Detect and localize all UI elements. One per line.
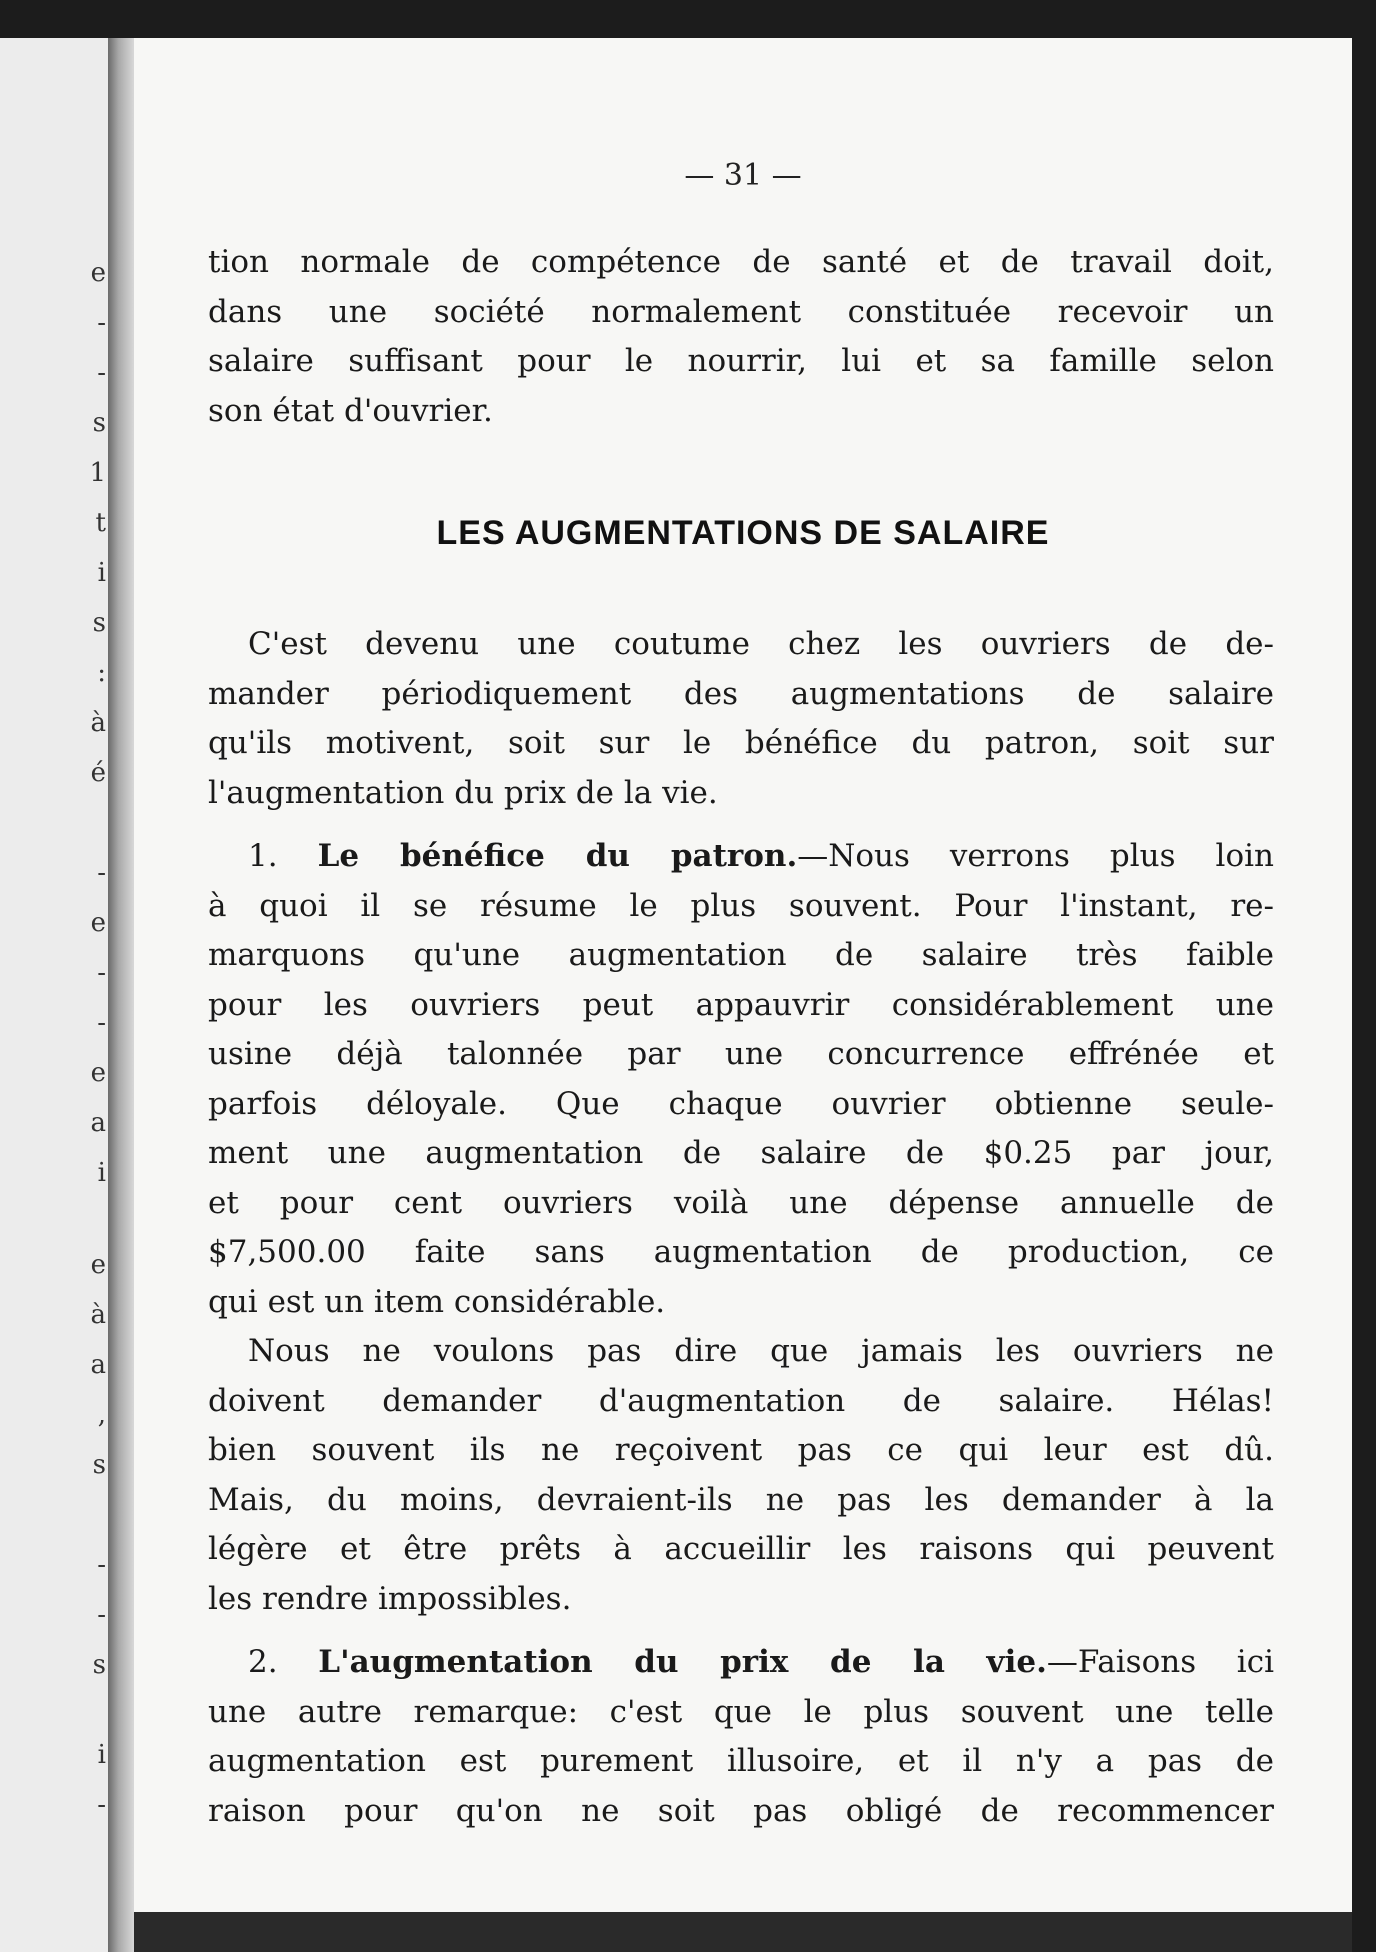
text-line: ment une augmentation de salaire de $0.25 par jour, (208, 1135, 1274, 1171)
margin-char: e (90, 258, 106, 288)
paragraph-custom (208, 620, 1274, 818)
margin-char: - (97, 858, 106, 888)
item-number: 2. (248, 1644, 319, 1680)
margin-char: a (90, 1108, 106, 1138)
margin-char: e (90, 1058, 106, 1088)
margin-char: s (92, 1450, 106, 1480)
text-line: son état d'ouvrier. (208, 392, 493, 429)
margin-char: - (97, 1790, 106, 1820)
body-text (208, 238, 1274, 436)
text-line: mander périodiquement des augmentations de salaire (208, 675, 1274, 712)
margin-char: - (97, 358, 106, 388)
text-line: parfois déloyale. Que chaque ouvrier obtienne seule- (208, 1085, 1274, 1122)
text-line: doivent demander d'augmentation de salaire. Hélas! (208, 1382, 1274, 1419)
margin-char: à (90, 1300, 106, 1330)
text-line: l'augmentation du prix de la vie. (208, 774, 718, 811)
margin-char: 1 (89, 458, 106, 488)
margin-char: t (95, 508, 106, 538)
text-line: marquons qu'une augmentation de salaire très faible (208, 937, 1274, 973)
margin-char: - (97, 1600, 106, 1630)
page-number: — 31 — (684, 158, 802, 193)
margin-char: - (97, 1008, 106, 1038)
margin-char: s (92, 1650, 106, 1680)
text-line: bien souvent ils ne reçoivent pas ce qui leur est dû. (208, 1432, 1274, 1468)
margin-char: - (97, 1550, 106, 1580)
margin-char: à (90, 708, 106, 738)
margin-char: - (97, 958, 106, 988)
margin-char: i (97, 1158, 106, 1188)
margin-char: s (92, 408, 106, 438)
text-line (208, 832, 1274, 882)
text-line: augmentation est purement illusoire, et il n'y a pas de (208, 1743, 1274, 1779)
section-heading: LES AUGMENTATIONS DE SALAIRE (436, 514, 1050, 552)
text-line: qui est un item considérable. (208, 1283, 666, 1320)
item-title: L'augmentation du prix de la vie. (318, 1644, 1047, 1680)
text-line: raison pour qu'on ne soit pas obligé de recommencer (208, 1792, 1274, 1829)
left-page-edge (0, 38, 110, 1952)
text-line: tion normale de compétence de santé et de travail doit, (208, 244, 1274, 280)
margin-char: s (92, 608, 106, 638)
item-title: Le bénéfice du patron. (317, 838, 798, 874)
paragraph-employer-profit (208, 832, 1274, 1327)
margin-char: : (97, 658, 106, 688)
book-gutter (108, 38, 134, 1952)
margin-char: i (97, 558, 106, 588)
text-line: C'est devenu une coutume chez les ouvriers de de- (248, 626, 1274, 662)
text-line: Mais, du moins, devraient-ils ne pas les demander à la (208, 1481, 1274, 1518)
text-line: Nous ne voulons pas dire que jamais les ouvriers ne (248, 1333, 1274, 1369)
text-line: usine déjà talonnée par une concurrence effrénée et (208, 1036, 1274, 1072)
body-text-continued (208, 620, 1274, 1836)
text-line: les rendre impossibles. (208, 1580, 572, 1617)
page-bottom-shadow (134, 1912, 1352, 1952)
text-line: qu'ils motivent, soit sur le bénéfice du patron, soit sur (208, 725, 1274, 761)
margin-char: - (97, 308, 106, 338)
text-line: légère et être prêts à accueillir les raisons qui peuvent (208, 1531, 1274, 1567)
page (134, 38, 1352, 1952)
paragraph-cost-of-living (208, 1638, 1274, 1836)
text-line: à quoi il se résume le plus souvent. Pour l'instant, re- (208, 887, 1274, 924)
text-line: $7,500.00 faite sans augmentation de production, ce (208, 1234, 1274, 1270)
text-line: dans une société normalement constituée recevoir un (208, 293, 1274, 330)
text-line: et pour cent ouvriers voilà une dépense annuelle de (208, 1184, 1274, 1221)
margin-char: a (90, 1350, 106, 1380)
item-rest: —Faisons ici (1046, 1644, 1274, 1680)
paragraph-caveat (208, 1327, 1274, 1624)
text-line: salaire suffisant pour le nourrir, lui et sa famille selon (208, 343, 1274, 379)
margin-char: e (90, 908, 106, 938)
margin-char: é (90, 758, 106, 788)
text-line (208, 1638, 1274, 1688)
margin-char: i (97, 1740, 106, 1770)
margin-char: , (97, 1400, 106, 1430)
item-number: 1. (248, 838, 318, 874)
text-line: une autre remarque: c'est que le plus souvent une telle (208, 1693, 1274, 1730)
intro-paragraph (208, 238, 1274, 436)
text-line: pour les ouvriers peut appauvrir considérablement une (208, 986, 1274, 1023)
item-rest: —Nous verrons plus loin (797, 838, 1274, 874)
margin-char: e (90, 1250, 106, 1280)
